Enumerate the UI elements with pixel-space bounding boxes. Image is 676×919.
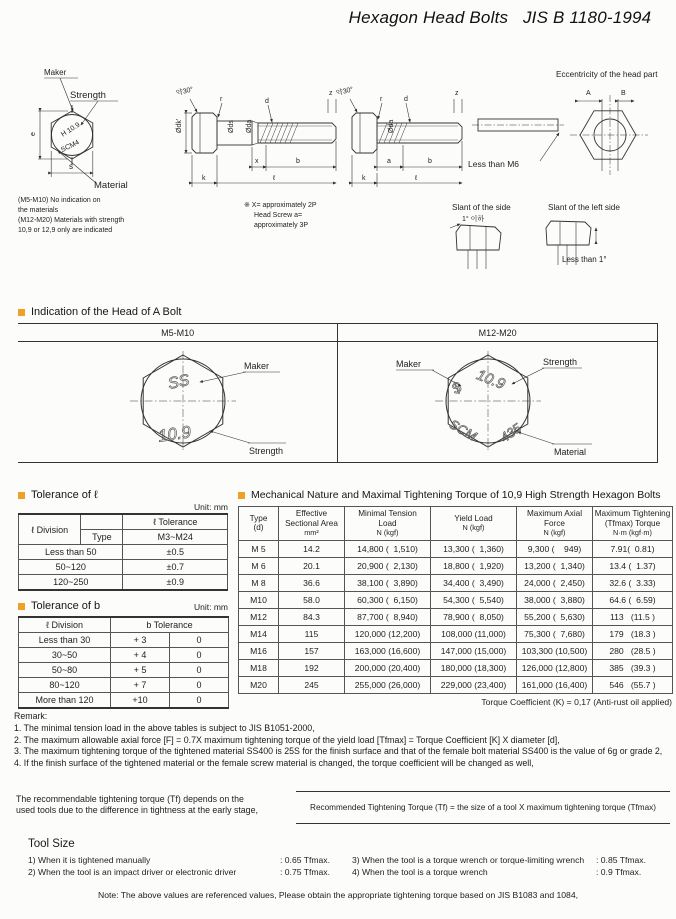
table-cell: 50~120 <box>19 560 123 575</box>
table-cell: 87,700 ( 8,940) <box>345 608 431 625</box>
table-cell: 13.4 ( 1.37) <box>593 557 673 574</box>
eccentricity-title: Eccentricity of the head part <box>556 70 658 79</box>
orange-square-bullet <box>18 603 25 610</box>
maker-mark-ss: SS <box>166 371 191 393</box>
table-row <box>19 633 229 648</box>
section-title-indication: Indication of the Head of A Bolt <box>18 306 658 318</box>
slant-side-diagram <box>450 224 501 269</box>
material-label: Material <box>94 180 128 191</box>
table-cell: 0 <box>170 678 229 693</box>
strength-label: Strength <box>543 357 578 367</box>
table-cell: ±0.5 <box>123 545 228 560</box>
col-header-tension-load: Minimal Tension Load N (kgf) <box>345 507 431 541</box>
dim-k-label-2: k <box>362 175 366 182</box>
slant-side-title: Slant of the side <box>452 203 511 212</box>
recommended-torque-formula-box: Recommended Tightening Torque (Tf) = the size of a tool X maximum tightening torque (Tfmax) <box>296 791 670 824</box>
bolt1-note-2: Head Screw a= <box>254 212 303 219</box>
dim-dk-label-1: Ødk' <box>176 118 183 133</box>
indication-cell-m5-m10 <box>18 342 338 463</box>
indication-col1-header: M5-M10 <box>18 324 338 342</box>
dim-da-label-1: Øda <box>246 119 253 133</box>
table-cell: + 4 <box>111 648 170 663</box>
table-cell: 229,000 (23,400) <box>431 676 517 693</box>
fillet-r-label-2: r <box>380 96 383 103</box>
table-cell: 161,000 (16,400) <box>517 676 593 693</box>
table-cell: 113 (11.5 ) <box>593 608 673 625</box>
unit-label: Unit: mm <box>194 502 228 512</box>
indication-col2-header: M12-M20 <box>338 324 658 342</box>
table-row <box>239 642 673 659</box>
tolerance-l-table <box>18 513 228 591</box>
table-cell: 546 (55.7 ) <box>593 676 673 693</box>
tool-item-4-value: : 0.9 Tfmax. <box>596 867 642 877</box>
dim-k-label-1: k <box>202 175 206 182</box>
head-indication-table <box>18 323 658 463</box>
thread-d-label-2: d <box>404 96 408 103</box>
remark-line-2: 2. The maximum allowable axial force [F] = 0.7X maximum tightening torque of the yield load [Tfmax] = Torque Coefficient [K] X diameter [d], <box>14 734 560 745</box>
mechanical-table-body <box>239 540 673 693</box>
tolerance-l-section <box>18 489 228 591</box>
table-cell: 120~250 <box>19 575 123 591</box>
table-cell: + 5 <box>111 663 170 678</box>
table-cell: 30~50 <box>19 648 111 663</box>
table-cell: 14.2 <box>279 540 345 557</box>
table-cell: More than 120 <box>19 693 111 709</box>
table-row <box>19 678 229 693</box>
dim-l-label-2: ℓ <box>415 175 418 182</box>
table-cell: 200,000 (20,400) <box>345 659 431 676</box>
table-cell: 245 <box>279 676 345 693</box>
mechanical-section <box>238 489 672 707</box>
tool-item-2-value: : 0.75 Tfmax. <box>280 867 330 877</box>
maker-label: Maker <box>396 359 422 369</box>
table-cell: 7.91( 0.81) <box>593 540 673 557</box>
indication-cell-m12-m20 <box>338 342 658 463</box>
table-cell: M12 <box>239 608 279 625</box>
table-cell: 0 <box>170 648 229 663</box>
tool-item-3-label: 3) When the tool is a torque wrench or torque-limiting wrench <box>352 855 585 865</box>
table-cell: +10 <box>111 693 170 709</box>
dim-ds-label: Øds <box>228 120 235 133</box>
remark-line-4: 4. If the finish surface of the tightened material or the female screw material is changed, the torque coefficient will be changed as well, <box>14 757 534 768</box>
table-row <box>239 659 673 676</box>
strength-mark-109: 10.9 <box>474 366 508 394</box>
bolt-side-view-2 <box>350 99 462 187</box>
bottom-note: Note: The above values are referenced values, Please obtain the appropriate tightening torque based on JIS B1083 and 1084, <box>98 890 578 900</box>
col-header-type: Type <box>81 530 123 545</box>
orange-square-bullet <box>18 309 25 316</box>
table-row <box>239 574 673 591</box>
table-cell: 180,000 (18,300) <box>431 659 517 676</box>
table-cell: 58.0 <box>279 591 345 608</box>
head-strength-mark: H 10.9 <box>60 121 82 139</box>
table-cell: + 3 <box>111 633 170 648</box>
table-cell: 255,000 (26,000) <box>345 676 431 693</box>
dim-e-label: e <box>30 132 37 136</box>
table-cell: 108,000 (11,000) <box>431 625 517 642</box>
m12-m20-head-drawing <box>338 342 656 462</box>
table-cell: 20.1 <box>279 557 345 574</box>
maker-mark-symbol: $ <box>448 379 466 398</box>
col-header-division: ℓ Division <box>19 514 81 545</box>
dim-x-label: x <box>255 158 259 165</box>
table-cell: 385 (39.3 ) <box>593 659 673 676</box>
table-cell: M10 <box>239 591 279 608</box>
head-view-caption-4: 10,9 or 12,9 only are indicated <box>18 227 113 234</box>
table-cell: M 8 <box>239 574 279 591</box>
dim-z-label-2: z <box>455 90 459 97</box>
head-view-caption-3: (M12-M20) Materials with strength <box>18 217 125 224</box>
table-cell: 80~120 <box>19 678 111 693</box>
strength-label: Strength <box>249 446 284 456</box>
table-cell: Less than 50 <box>19 545 123 560</box>
head-indication-section <box>18 306 658 463</box>
thread-d-label-1: d <box>265 98 269 105</box>
table-row <box>239 676 673 693</box>
maker-label: Maker <box>244 361 270 371</box>
eccentricity-diagram <box>570 95 648 175</box>
dim-z-label-1: z <box>329 90 333 97</box>
remark-line-1: 1. The minimal tension load in the above tables is subject to JIS B1051-2000, <box>14 723 315 733</box>
tool-item-2-label: 2) When the tool is an impact driver or electronic driver <box>28 867 237 877</box>
material-mark-435: 435 <box>497 420 525 446</box>
table-row <box>239 591 673 608</box>
table-cell: M14 <box>239 625 279 642</box>
table-cell: 55,200 ( 5,630) <box>517 608 593 625</box>
remark-section <box>14 711 669 769</box>
slant-left-title: Slant of the left side <box>548 203 620 212</box>
table-cell: ±0.7 <box>123 560 228 575</box>
col-header-b-tolerance: b Tolerance <box>111 617 229 633</box>
page-title: Hexagon Head Bolts JIS B 1180-1994 <box>348 8 652 27</box>
table-cell: 14,800 ( 1,510) <box>345 540 431 557</box>
mechanical-table <box>238 506 673 694</box>
section-title-tolerance-b: Tolerance of b <box>18 600 100 612</box>
table-cell: M 5 <box>239 540 279 557</box>
material-label: Material <box>554 447 587 457</box>
dim-b-label-2: b <box>428 158 432 165</box>
table-cell: 64.6 ( 6.59) <box>593 591 673 608</box>
table-cell: 0 <box>170 633 229 648</box>
table-cell: + 7 <box>111 678 170 693</box>
dim-da-label-2: Øda <box>388 119 395 133</box>
table-cell: 18,800 ( 1,920) <box>431 557 517 574</box>
table-cell: 32.6 ( 3.33) <box>593 574 673 591</box>
head-view-caption-2: the materials <box>18 207 59 214</box>
table-cell: 75,300 ( 7,680) <box>517 625 593 642</box>
table-row <box>239 557 673 574</box>
tool-item-3-value: : 0.85 Tfmax. <box>596 855 646 865</box>
table-cell: 280 (28.5 ) <box>593 642 673 659</box>
orange-square-bullet <box>238 492 245 499</box>
table-cell: 147,000 (15,000) <box>431 642 517 659</box>
table-cell: 157 <box>279 642 345 659</box>
dim-s-label: s <box>69 162 73 171</box>
tool-item-1-label: 1) When it is tightened manually <box>28 855 151 865</box>
col-header-type: Type (d) <box>239 507 279 541</box>
bolt-side-view-1 <box>184 99 336 187</box>
table-cell: 60,300 ( 6,150) <box>345 591 431 608</box>
section-title-tolerance-l: Tolerance of ℓ <box>18 489 228 501</box>
fillet-r-label-1: r <box>220 96 223 103</box>
strength-mark-109: 10.9 <box>156 422 193 446</box>
col-header-axial-force: Maximum Axial Force N (kgf) <box>517 507 593 541</box>
head-view-caption-1: (M5-M10) No indication on <box>18 197 101 204</box>
table-cell: 13,200 ( 1,340) <box>517 557 593 574</box>
table-row <box>19 693 229 709</box>
col-header-tolerance: ℓ Tolerance <box>123 514 228 530</box>
table-cell: 84.3 <box>279 608 345 625</box>
table-cell: M16 <box>239 642 279 659</box>
table-row <box>19 648 229 663</box>
col-header-division: ℓ Division <box>19 617 111 633</box>
table-cell: 0 <box>170 663 229 678</box>
maker-label: Maker <box>44 68 67 77</box>
tolerance-b-body <box>19 633 229 709</box>
table-cell: 0 <box>170 693 229 709</box>
table-cell: 163,000 (16,600) <box>345 642 431 659</box>
table-cell: 36.6 <box>279 574 345 591</box>
shaft-caption: Less than M6 <box>468 159 520 169</box>
chamfer-angle-label-1: 약30° <box>175 86 195 98</box>
strength-label: Strength <box>70 90 106 101</box>
col-header-blank <box>81 514 123 530</box>
table-row <box>19 663 229 678</box>
table-cell: 179 (18.3 ) <box>593 625 673 642</box>
table-row <box>19 545 228 560</box>
dim-a-label: a <box>387 158 391 165</box>
table-row <box>239 608 673 625</box>
material-mark-scm: SCM <box>447 416 480 444</box>
table-row <box>19 575 228 591</box>
table-cell: 78,900 ( 8,050) <box>431 608 517 625</box>
bolt1-note-1: ※ X= approximately 2P <box>244 202 317 209</box>
slant-side-note: 1° 이하 <box>462 216 485 223</box>
torque-coefficient-note: Torque Coefficient (K) = 0,17 (Anti-rust oil applied) <box>481 696 672 707</box>
chamfer-angle-label-2: 약30° <box>335 86 355 98</box>
table-cell: 38,000 ( 3,880) <box>517 591 593 608</box>
table-cell: 103,300 (10,500) <box>517 642 593 659</box>
dim-b-label-1: b <box>296 158 300 165</box>
table-cell: 126,000 (12,800) <box>517 659 593 676</box>
table-cell: M18 <box>239 659 279 676</box>
unit-label: Unit: mm <box>194 601 228 612</box>
dim-a-eccentricity-label: A <box>586 90 591 97</box>
table-cell: ±0.9 <box>123 575 228 591</box>
col-header-yield-load: Yield Load N (kgf) <box>431 507 517 541</box>
dim-b-eccentricity-label: B <box>621 90 626 97</box>
col-header-tightening-torque: Maximum Tightening (Tfmax) Torque N·m (kgf·m) <box>593 507 673 541</box>
table-cell: 192 <box>279 659 345 676</box>
table-cell: Less than 30 <box>19 633 111 648</box>
tolerance-b-table <box>18 616 229 709</box>
table-cell: 54,300 ( 5,540) <box>431 591 517 608</box>
orange-square-bullet <box>18 492 25 499</box>
table-cell: 13,300 ( 1,360) <box>431 540 517 557</box>
table-cell: 50~80 <box>19 663 111 678</box>
m5-m10-head-drawing <box>18 342 336 462</box>
col-header-range: M3~M24 <box>123 530 228 545</box>
remark-title: Remark: <box>14 711 48 721</box>
dim-l-label-1: ℓ <box>273 175 276 182</box>
table-row <box>239 625 673 642</box>
shaft-diagram <box>472 119 564 161</box>
table-row <box>19 560 228 575</box>
tool-size-title: Tool Size <box>28 838 75 850</box>
table-cell: 24,000 ( 2,450) <box>517 574 593 591</box>
bolt1-note-3: approximately 3P <box>254 222 309 229</box>
table-cell: 9,300 ( 949) <box>517 540 593 557</box>
table-cell: 38,100 ( 3,890) <box>345 574 431 591</box>
head-material-mark: SCM4 <box>59 139 81 155</box>
tool-item-4-label: 4) When the tool is a torque wrench <box>352 867 488 877</box>
table-cell: 34,400 ( 3,490) <box>431 574 517 591</box>
section-title-mechanical: Mechanical Nature and Maximal Tightening Torque of 10,9 High Strength Hexagon Bolts <box>238 489 672 501</box>
table-cell: 120,000 (12,200) <box>345 625 431 642</box>
tool-item-1-value: : 0.65 Tfmax. <box>280 855 330 865</box>
bolt-drawings <box>0 55 676 305</box>
tolerance-b-section <box>18 600 228 709</box>
table-cell: M20 <box>239 676 279 693</box>
slant-left-note: Less than 1° <box>562 255 607 264</box>
table-cell: M 6 <box>239 557 279 574</box>
col-header-sectional-area: Effective Sectional Area mm² <box>279 507 345 541</box>
table-cell: 115 <box>279 625 345 642</box>
table-row <box>239 540 673 557</box>
table-cell: 20,900 ( 2,130) <box>345 557 431 574</box>
remark-line-3: 3. The maximum tightening torque of the tightened material SS400 is 25S for the finish surface and that of the female bolt material SS400 is the value of 6g or grade 2, <box>14 746 663 756</box>
recommendation-paragraph: The recommendable tightening torque (Tf) depends on the used tools due to the difference in tightness at the early stage, <box>16 794 258 815</box>
